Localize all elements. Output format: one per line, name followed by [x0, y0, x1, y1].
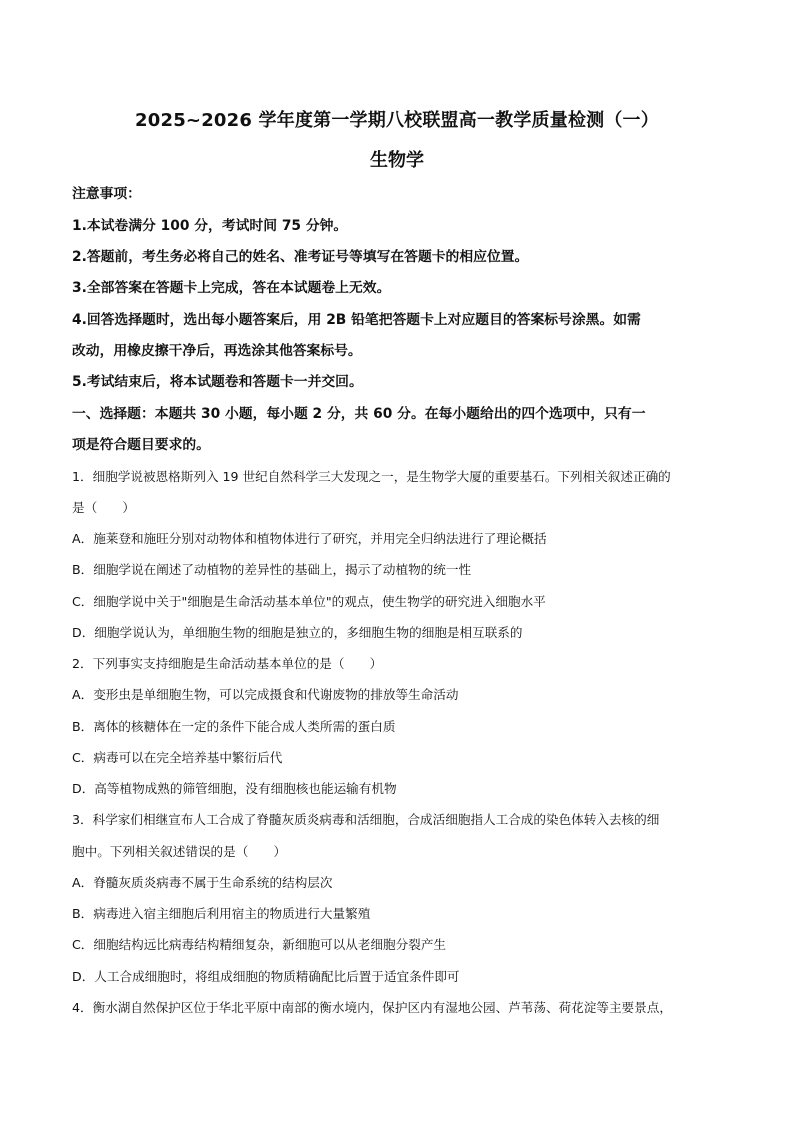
- note-item: 3.全部答案在答题卡上完成，答在本试题卷上无效。: [72, 280, 391, 296]
- question-stem-cont: 胞中。下列相关叙述错误的是（ ）: [72, 844, 287, 859]
- question-option: A．施莱登和施旺分别对动物体和植物体进行了研究，并用完全归纳法进行了理论概括: [72, 531, 547, 546]
- question-option: A．变形虫是单细胞生物，可以完成摄食和代谢废物的排放等生命活动: [72, 687, 459, 702]
- question-stem: 1．细胞学说被恩格斯列入 19 世纪自然科学三大发现之一，是生物学大厦的重要基石。下列相关叙述正确的: [72, 469, 671, 484]
- notes-heading: 注意事项：: [72, 186, 141, 202]
- question-option: D．细胞学说认为，单细胞生物的细胞是独立的，多细胞生物的细胞是相互联系的: [72, 625, 523, 640]
- question-option: C．细胞结构远比病毒结构精细复杂，新细胞可以从老细胞分裂产生: [72, 937, 447, 952]
- question-stem: 2．下列事实支持细胞是生命活动基本单位的是（ ）: [72, 656, 383, 671]
- question-option: D．人工合成细胞时，将组成细胞的物质精确配比后置于适宜条件即可: [72, 969, 460, 984]
- question-option: C．细胞学说中关于"细胞是生命活动基本单位"的观点，使生物学的研究进入细胞水平: [72, 594, 546, 609]
- note-item: 1.本试卷满分 100 分，考试时间 75 分钟。: [72, 218, 348, 234]
- question-stem: 3．科学家们相继宣布人工合成了脊髓灰质炎病毒和活细胞，合成活细胞指人工合成的染色体转入去核的细: [72, 812, 660, 827]
- question-option: D．高等植物成熟的筛管细胞，没有细胞核也能运输有机物: [72, 781, 397, 796]
- exam-subject: 生物学: [370, 150, 424, 171]
- question-option: A．脊髓灰质炎病毒不属于生命系统的结构层次: [72, 875, 333, 890]
- question-option: B．离体的核糖体在一定的条件下能合成人类所需的蛋白质: [72, 719, 396, 734]
- note-item: 5.考试结束后，将本试题卷和答题卡一并交回。: [72, 374, 363, 390]
- note-item: 改动，用橡皮擦干净后，再选涂其他答案标号。: [72, 343, 362, 359]
- question-stem-cont: 是（ ）: [72, 500, 135, 515]
- exam-title: 2025~2026 学年度第一学期八校联盟高一教学质量检测（一）: [135, 110, 659, 131]
- question-option: C．病毒可以在完全培养基中繁衍后代: [72, 750, 283, 765]
- section-heading: 一、选择题：本题共 30 小题，每小题 2 分，共 60 分。在每小题给出的四个选项中，只有一: [72, 406, 646, 422]
- question-option: B．细胞学说在阐述了动植物的差异性的基础上，揭示了动植物的统一性: [72, 562, 472, 577]
- question-option: B．病毒进入宿主细胞后利用宿主的物质进行大量繁殖: [72, 906, 371, 921]
- note-item: 2.答题前，考生务必将自己的姓名、准考证号等填写在答题卡的相应位置。: [72, 249, 529, 265]
- question-stem: 4．衡水湖自然保护区位于华北平原中南部的衡水境内，保护区内有湿地公园、芦苇荡、荷花淀等主要景点，: [72, 1000, 672, 1015]
- note-item: 4.回答选择题时，选出每小题答案后，用 2B 铅笔把答题卡上对应题目的答案标号涂黑。如需: [72, 312, 641, 328]
- section-heading-cont: 项是符合题目要求的。: [72, 437, 210, 453]
